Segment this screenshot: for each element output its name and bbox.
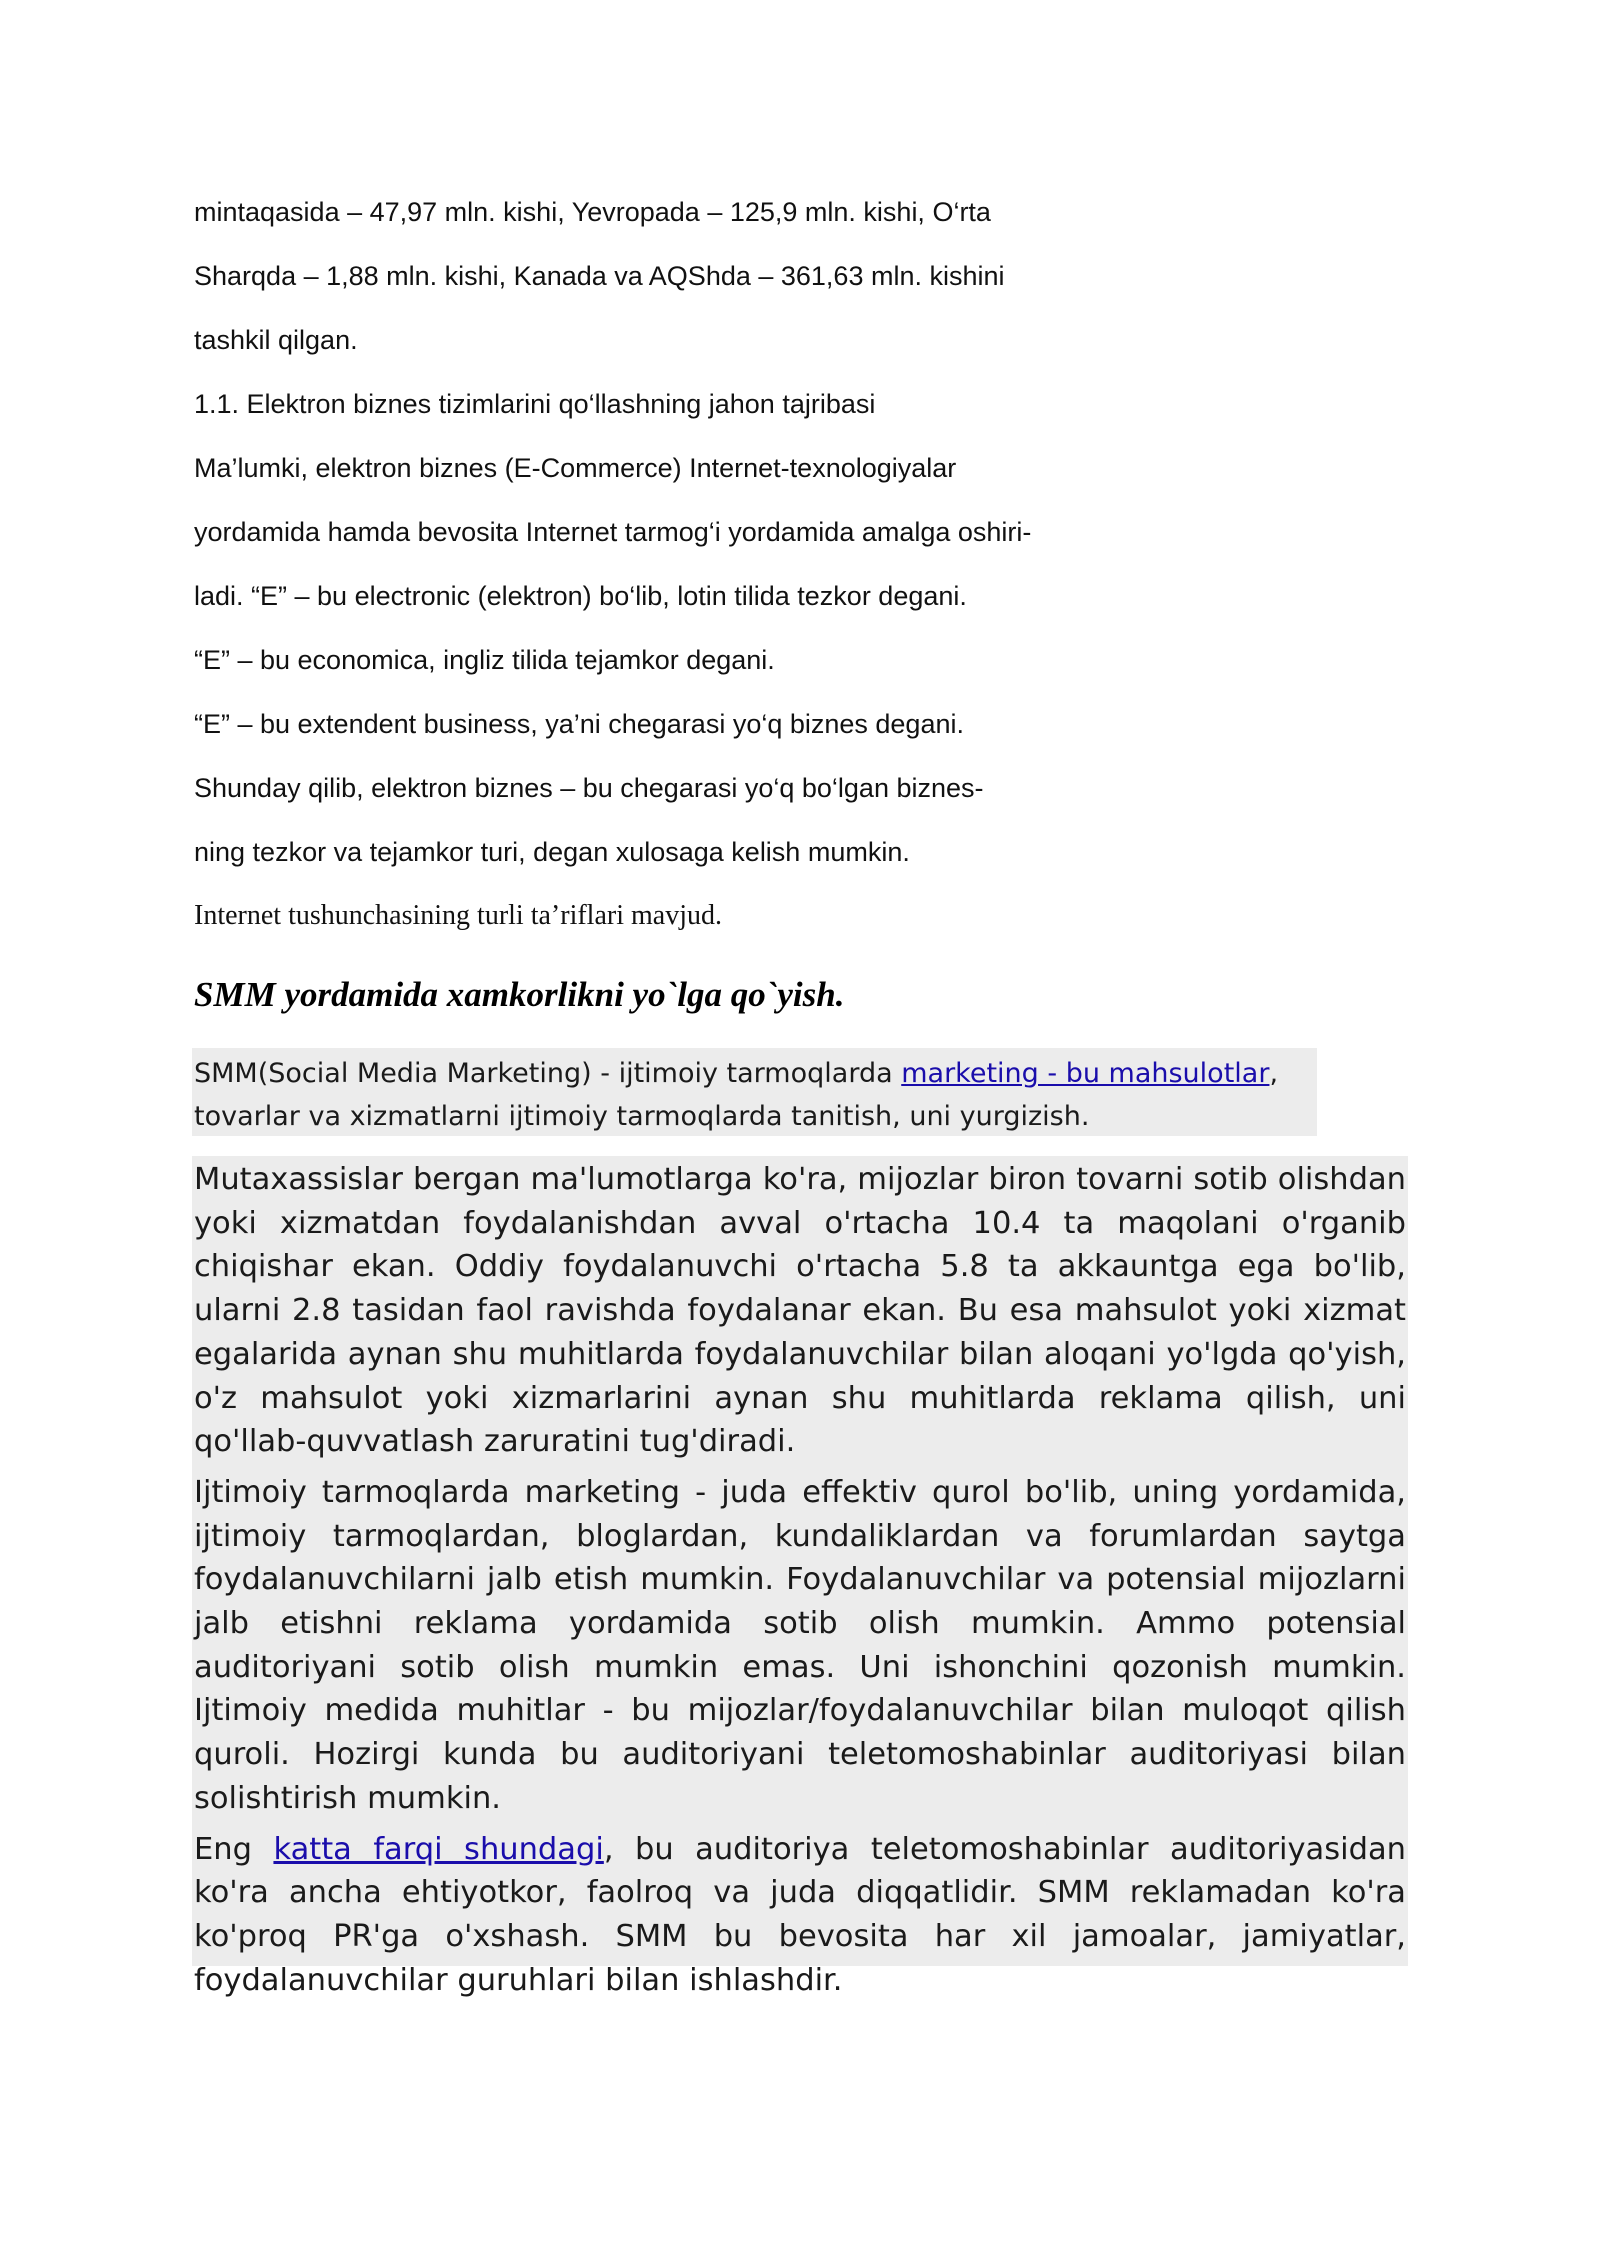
- katta-farqi-link[interactable]: katta farqi shundagi: [273, 1831, 604, 1867]
- smm-intro: [194, 1052, 1314, 1138]
- paragraph: Mutaxassislar bergan ma'lumotlarga ko'ra, mijozlar biron tovarni sotib olishdan yoki xizmatdan foydalanishdan avval o'rtacha 10.4 ta maqolani o'rganib chiqishar ekan. Oddiy foydalanuvchi o'rtacha 5.8 ta akkauntga ega bo'lib, ularni 2.8 tasidan faol ravishda foydalanar ekan. Bu esa mahsulot yoki xizmat egalarida aynan shu muhitlarda foydalanuvchilar bilan aloqani yo'lgda qo'yish, o'z mahsulot yoki xizmarlarini aynan shu muhitlarda reklama qilish, uni qo'llab-quvvatlash zaruratini tug'diradi.: [194, 1162, 1406, 1460]
- text-line: Ma’lumki, elektron biznes (E-Commerce) Internet-texnologiyalar: [194, 453, 957, 483]
- paragraph: [194, 1828, 1406, 2003]
- paragraph-text: , bu auditoriya teletomoshabinlar auditoriyasidan ko'ra ancha ehtiyotkor, faolroq va juda diqqatlidir. SMM reklamadan ko'ra ko'proq PR'ga o'xshash. SMM bu bevosita har xil jamoalar, jamiyatlar, foydalanuvchilar guruhlari bilan ishlashdir.: [194, 1831, 1406, 1998]
- section-title: 1.1. Elektron biznes tizimlarini qo‘llashning jahon tajribasi: [194, 389, 876, 419]
- marketing-link[interactable]: marketing - bu mahsulotlar: [901, 1058, 1270, 1089]
- text-line: Shunday qilib, elektron biznes – bu chegarasi yo‘q bo‘lgan biznes-: [194, 773, 984, 803]
- smm-body: [194, 1158, 1406, 2009]
- text-line: “E” – bu economica, ingliz tilida tejamkor degani.: [194, 645, 775, 675]
- text-line: mintaqasida – 47,97 mln. kishi, Yevropada – 125,9 mln. kishi, O‘rta: [194, 197, 991, 227]
- paragraph-text: Eng: [194, 1831, 274, 1867]
- text-line: Sharqda – 1,88 mln. kishi, Kanada va AQShda – 361,63 mln. kishini: [194, 261, 1005, 291]
- smm-heading: SMM yordamida xamkorlikni yo`lga qo`yish.: [194, 975, 845, 1014]
- text-line: ladi. “E” – bu electronic (elektron) bo‘lib, lotin tilida tezkor degani.: [194, 581, 967, 611]
- paragraph: Ijtimoiy tarmoqlarda marketing - juda effektiv qurol bo'lib, uning yordamida, ijtimoiy tarmoqlardan, bloglardan, kundaliklardan va forumlardan saytga foydalanuvchilarni jalb etish mumkin. Foydalanuvchilar va potensial mijozlarni jalb etishni reklama yordamida sotib olish mumkin. Ammo potensial auditoriyani sotib olish mumkin emas. Uni ishonchini qozonish mumkin. Ijtimoiy medida muhitlar - bu mijozlar/foydalanuvchilar bilan muloqot qilish quroli. Hozirgi kunda bu auditoriyani teletomoshabinlar auditoriyasi bilan solishtirish mumkin.: [194, 1474, 1406, 1816]
- intro-text: SMM(Social Media Marketing) - ijtimoiy tarmoqlarda: [194, 1058, 902, 1089]
- text-line: Internet tushunchasining turli ta’riflari mavjud.: [194, 900, 722, 931]
- text-line: yordamida hamda bevosita Internet tarmog‘i yordamida amalga oshiri-: [194, 517, 1032, 547]
- text-line: tashkil qilgan.: [194, 325, 358, 355]
- text-line: ning tezkor va tejamkor turi, degan xulosaga kelish mumkin.: [194, 837, 910, 867]
- text-line: “E” – bu extendent business, ya’ni chegarasi yo‘q biznes degani.: [194, 709, 964, 739]
- intro-text: , tovarlar va xizmatlarni ijtimoiy tarmoqlarda tanitish, uni yurgizish.: [194, 1058, 1279, 1132]
